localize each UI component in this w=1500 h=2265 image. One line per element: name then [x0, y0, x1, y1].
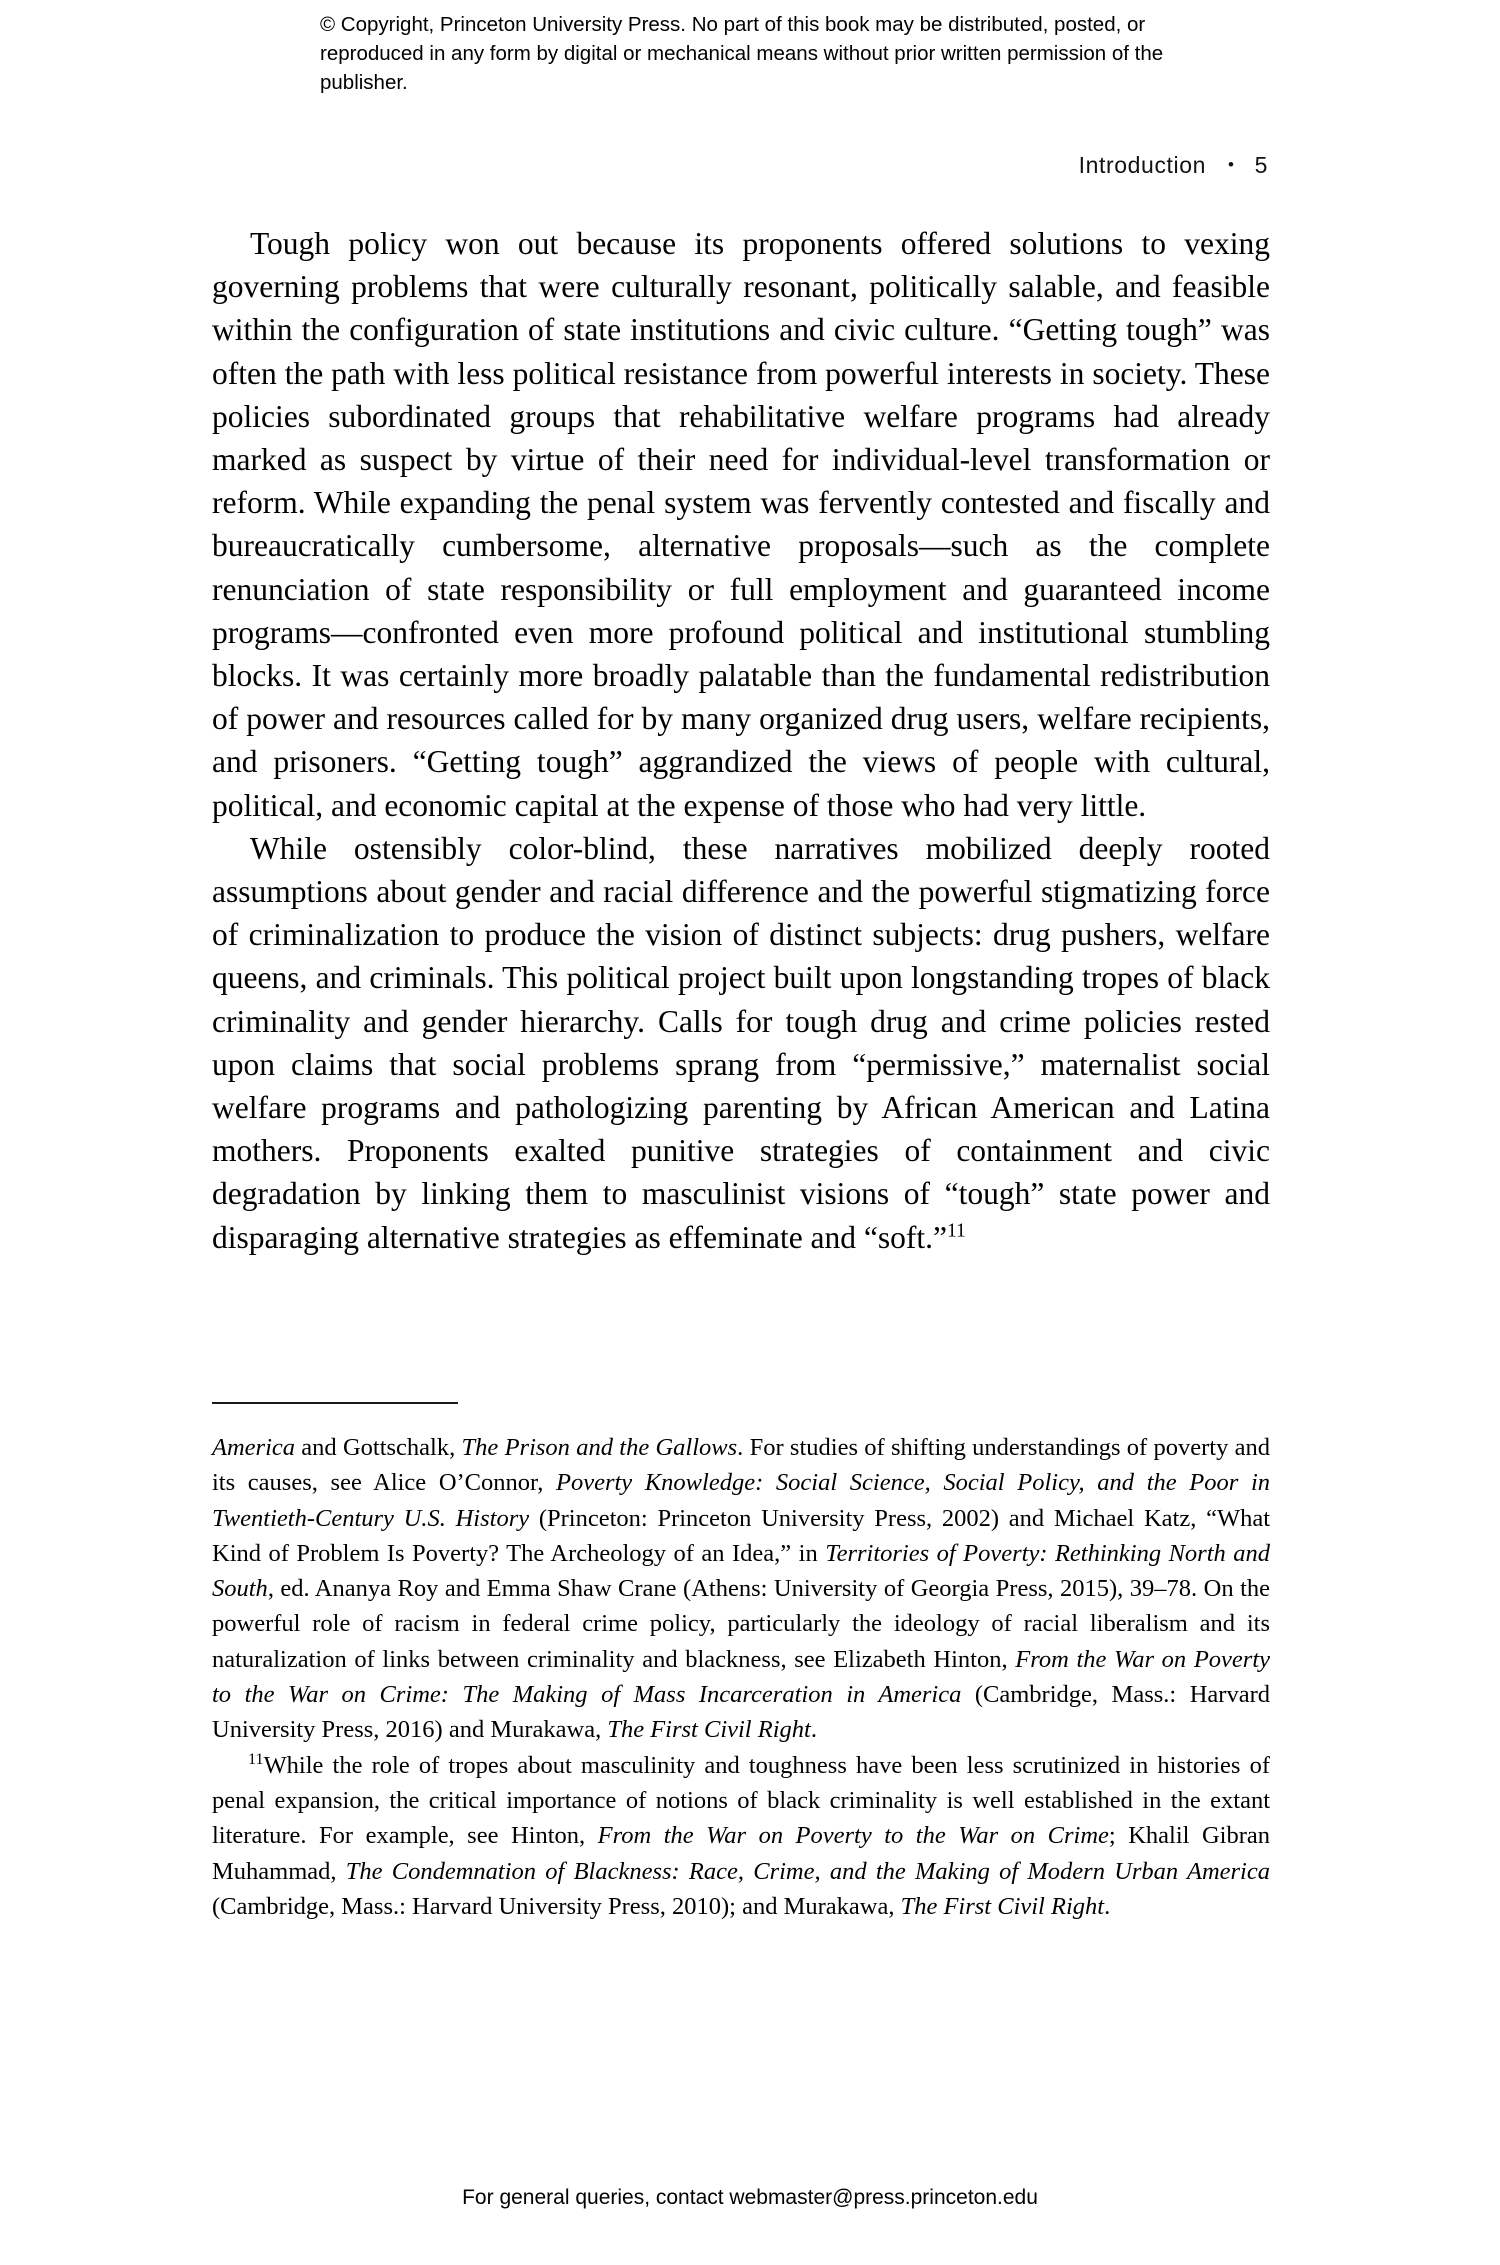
footnote-title-italic: America	[212, 1434, 295, 1461]
page-footer-queries: For general queries, contact webmaster@press.princeton.edu	[462, 2186, 1038, 2209]
footnote-title-italic: Territories of Poverty: Rethinking North and South	[212, 1539, 1270, 1603]
footnote-separator-rule	[212, 1402, 458, 1404]
footnote-text: While the role of tropes about masculinity and toughness have been less scrutinized in histories of penal expansion, the critical importance of notions of black criminality is well established in the extant literature. For example, see Hinton,	[212, 1751, 1270, 1850]
footnote-note-11	[212, 1748, 1270, 1924]
page-number: 5	[1254, 152, 1268, 178]
footnote-text: and Gottschalk,	[295, 1434, 462, 1461]
footnote-text: . For studies of shifting understandings of poverty and its causes, see Alice O’Connor,	[212, 1434, 1270, 1497]
footnote-title-italic: The Prison and the Gallows	[461, 1434, 738, 1461]
footnote-text: , ed. Ananya Roy and Emma Shaw Crane (Athens: University of Georgia Press, 2015), 39–78. On the powerful role of racism in federal crime policy, particularly the ideology of racial liberalism and its naturalization of links between criminality and blackness, see Elizabeth Hinton,	[212, 1575, 1270, 1673]
footnote-text: (Princeton: Princeton University Press, 2002) and Michael Katz, “What Kind of Problem Is Poverty? The Archeology of an Idea,” in	[212, 1504, 1270, 1567]
body-paragraph-1: Tough policy won out because its proponents offered solutions to vexing governing problems that were culturally resonant, politically salable, and feasible within the configuration of state institutions and civic culture. “Getting tough” was often the path with less political resistance from powerful interests in society. These policies subordinated groups that rehabilitative welfare programs had already marked as suspect by virtue of their need for individual-level transformation or reform. While expanding the penal system was fervently contested and fiscally and bureaucratically cumbersome, alternative proposals—such as the complete renunciation of state responsibility or full employment and guaranteed income programs—confronted even more profound political and institutional stumbling blocks. It was certainly more broadly palatable than the fundamental redistribution of power and resources called for by many organized drug users, welfare recipients, and prisoners. “Getting tough” aggrandized the views of people with cultural, political, and economic capital at the expense of those who had very little.	[212, 226, 1270, 823]
footnote-number[interactable]: 11	[248, 1750, 264, 1768]
footnote-title-italic: Poverty Knowledge: Social Science, Social Policy, and the Poor in Twentieth-Century U.S. History	[212, 1469, 1270, 1532]
footnote-text: .	[1104, 1892, 1111, 1920]
footnote-list	[212, 1430, 1270, 1924]
running-head-separator-bullet: •	[1228, 155, 1235, 174]
running-head	[1079, 152, 1268, 179]
footnote-text: .	[810, 1716, 817, 1744]
footnote-title-italic: The Condemnation of Blackness: Race, Crime, and the Making of Modern Urban America	[345, 1857, 1270, 1885]
footnotes-section	[212, 1402, 1270, 1924]
body-paragraph-2-text: While ostensibly color-blind, these narratives mobilized deeply rooted assumptions about gender and racial difference and the powerful stigmatizing force of criminalization to produce the vision of distinct subjects: drug pushers, welfare queens, and criminals. This political project built upon longstanding tropes of black criminality and gender hierarchy. Calls for tough drug and crime policies rested upon claims that social problems sprang from “permissive,” maternalist social welfare programs and pathologizing parenting by African American and Latina mothers. Proponents exalted punitive strategies of containment and civic degradation by linking them to masculinist visions of “tough” state power and disparaging alternative strategies as effeminate and “soft.”	[212, 830, 1270, 1255]
footnote-title-italic: The First Civil Right	[900, 1892, 1105, 1920]
page-body	[212, 222, 1270, 1259]
footnote-text: (Cambridge, Mass.: Harvard University Press, 2010); and Murakawa,	[212, 1892, 901, 1920]
footnote-text: ; Khalil Gibran Muhammad,	[212, 1822, 1270, 1885]
footnote-title-italic: From the War on Poverty to the War on Crime: The Making of Mass Incarceration in America	[212, 1645, 1270, 1709]
body-paragraph-2	[212, 827, 1270, 1259]
running-head-chapter-title: Introduction	[1078, 152, 1207, 178]
footnote-reference-11[interactable]: 11	[947, 1220, 966, 1242]
footnote-title-italic: The First Civil Right	[607, 1716, 811, 1744]
footnote-text: (Cambridge, Mass.: Harvard University Press, 2016) and Murakawa,	[212, 1681, 1270, 1744]
footnote-title-italic: From the War on Poverty to the War on Crime	[597, 1822, 1109, 1850]
copyright-notice: © Copyright, Princeton University Press. No part of this book may be distributed, posted, or reproduced in any form by digital or mechanical means without prior written permission of the publisher.	[320, 13, 1164, 94]
footnote-continued-note	[212, 1430, 1270, 1748]
